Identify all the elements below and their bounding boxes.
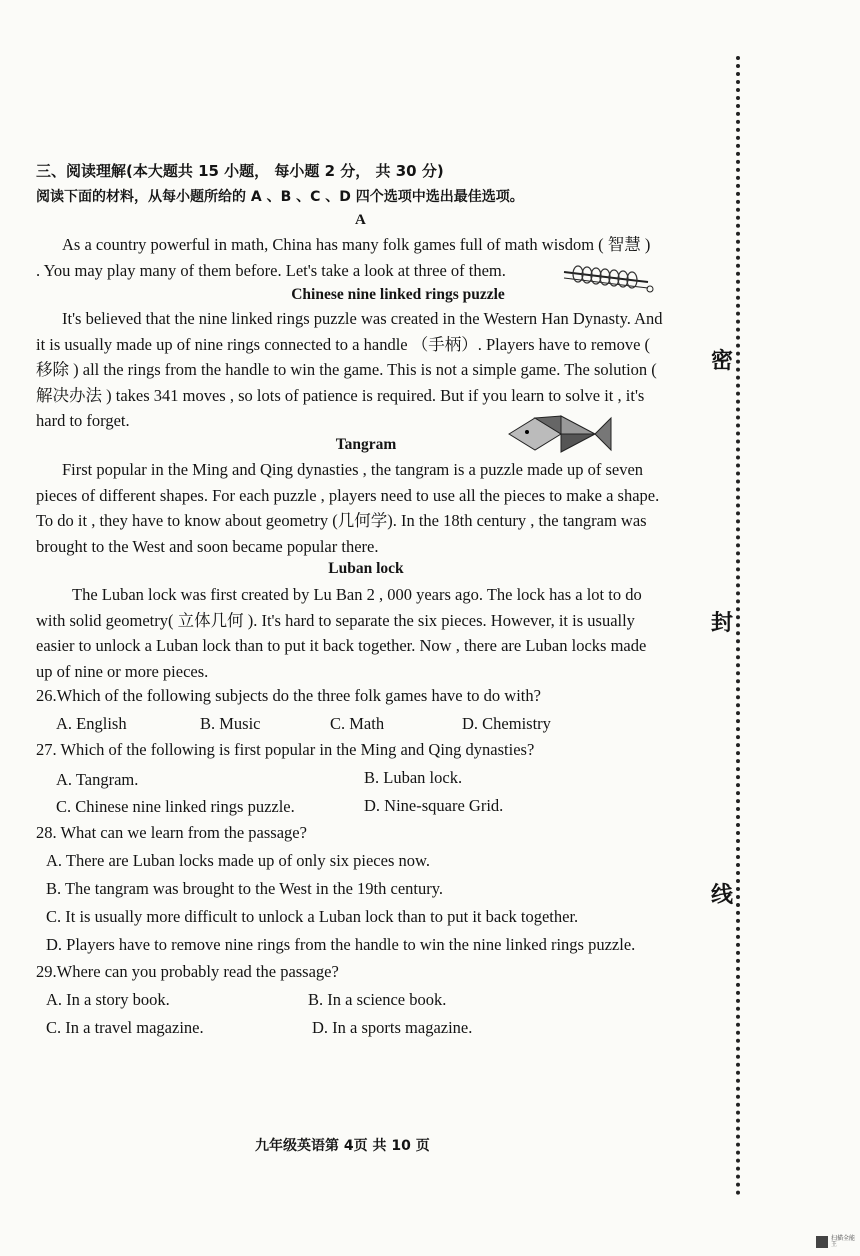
luban-paragraph: The Luban lock was first created by Lu Ban 2 , 000 years ago. The lock has a lot to do with solid geometry( 立体几何 ). It's hard to separate the six pieces. However, it is usually easier to unlock a Luban lock than to put it back together. Now , there are Luban locks made up of nine or more pieces. (36, 585, 647, 681)
q27-option-a[interactable]: A. Tangram. (56, 770, 139, 789)
q26-option-a[interactable]: A. English (56, 714, 127, 733)
q29-option-a[interactable]: A. In a story book. (46, 990, 170, 1009)
q29-option-b[interactable]: B. In a science book. (308, 990, 447, 1009)
q26-option-d[interactable]: D. Chemistry (462, 714, 551, 733)
q26-option-c[interactable]: C. Math (330, 714, 385, 733)
question-28-stem: 28. What can we learn from the passage? (36, 823, 307, 842)
section-instruction: 阅读下面的材料，从每小题所给的 A 、B 、C 、D 四个选项中选出最佳选项。 (36, 189, 524, 205)
question-29-stem: 29.Where can you probably read the passage? (36, 962, 339, 981)
q27-option-b[interactable]: B. Luban lock. (364, 768, 463, 787)
question-26-stem: 26.Which of the following subjects do the three folk games have to do with? (36, 686, 541, 705)
tangram-paragraph: First popular in the Ming and Qing dynasties , the tangram is a puzzle made up of seven pieces of different shapes. For each puzzle , players need to use all the pieces to make a shape. To do it , they have to know about geometry (几何学). In the 18th century , the tangram was brought to the West and soon became popular there. (36, 460, 660, 556)
tangram-title: Tangram (335, 436, 397, 453)
binding-dotted-line (736, 56, 740, 1196)
seal-char-xian: 线 (711, 874, 733, 913)
qr-code-icon (816, 1236, 828, 1248)
q29-option-c[interactable]: C. In a travel magazine. (46, 1018, 204, 1037)
seal-char-mi: 密 (711, 340, 733, 379)
q28-option-d[interactable]: D. Players have to remove nine rings from the handle to win the nine linked rings puzzle. (46, 935, 636, 954)
scan-watermark: 扫描全能王 (831, 1235, 856, 1248)
passage-label: A (355, 212, 366, 228)
seal-char-feng: 封 (711, 602, 733, 641)
q28-option-c[interactable]: C. It is usually more difficult to unlock a Luban lock than to put it back together. (46, 907, 579, 926)
q28-option-b[interactable]: B. The tangram was brought to the West in the 19th century. (46, 879, 444, 898)
rings-title: Chinese nine linked rings puzzle (291, 286, 505, 303)
q28-option-a[interactable]: A. There are Luban locks made up of only six pieces now. (46, 851, 430, 870)
passage-intro: As a country powerful in math, China has many folk games full of math wisdom ( 智慧 ) . You may play many of them before. Let's take a look at three of them. (36, 235, 651, 280)
q27-option-d[interactable]: D. Nine-square Grid. (364, 796, 504, 815)
q26-option-b[interactable]: B. Music (200, 714, 261, 733)
q27-option-c[interactable]: C. Chinese nine linked rings puzzle. (56, 797, 295, 816)
q29-option-d[interactable]: D. In a sports magazine. (312, 1018, 473, 1037)
page-footer: 九年级英语第 4页 共 10 页 (255, 1138, 430, 1154)
question-27-stem: 27. Which of the following is first popular in the Ming and Qing dynasties? (36, 740, 535, 759)
luban-title: Luban lock (328, 560, 404, 577)
rings-paragraph: It's believed that the nine linked rings puzzle was created in the Western Han Dynasty. And it is usually made up of nine rings connected to a handle （手柄）. Players have to remove ( 移除 ) all the rings from the handle to win the game. This is not a simple game. The solution ( 解决办法 ) takes 341 moves , so lots of patience is required. But if you learn to solve it , it's hard to forget. (36, 309, 663, 430)
section-title: 三、阅读理解(本大题共 15 小题， 每小题 2 分， 共 30 分) (36, 162, 444, 180)
